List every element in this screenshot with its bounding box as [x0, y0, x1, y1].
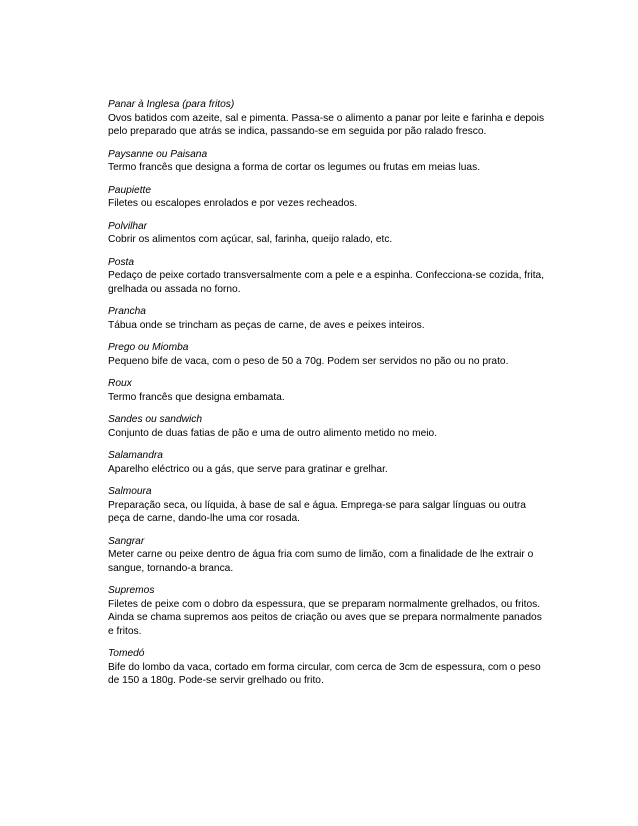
glossary-entry [108, 305, 548, 332]
glossary-term: Paupiette [108, 184, 152, 196]
glossary-definition: Meter carne ou peixe dentro de água fria com sumo de limão, com a finalidade de lhe extrair o sangue, tornando-a branca. [108, 549, 534, 574]
glossary-definition: Termo francês que designa a forma de cortar os legumes ou frutas em meias luas. [108, 162, 481, 173]
glossary-entry [108, 413, 548, 440]
glossary-entry [108, 341, 548, 368]
glossary-term: Tomedó [108, 648, 145, 659]
glossary-term: Posta [108, 256, 135, 268]
glossary-term: Polvilhar [108, 220, 148, 232]
glossary-term: Paysanne ou Paisana [108, 148, 208, 160]
glossary-definition: Bife do lombo da vaca, cortado em forma circular, com cerca de 3cm de espessura, com o peso de 150 a 180g. Pode-se servir grelhado ou frito. [108, 661, 541, 686]
glossary-term: Roux [108, 378, 132, 389]
glossary-term: Salamandra [108, 450, 163, 461]
glossary-term: Prancha [108, 306, 146, 317]
glossary-entry [108, 535, 548, 576]
glossary-term: Sandes ou sandwich [108, 414, 203, 425]
glossary-entry [108, 98, 548, 139]
glossary-definition: Filetes ou escalopes enrolados e por vezes recheados. [108, 198, 358, 209]
glossary-definition: Conjunto de duas fatias de pão e uma de outro alimento metido no meio. [108, 427, 438, 439]
glossary-definition: Ovos batidos com azeite, sal e pimenta. Passa-se o alimento a panar por leite e farinha e depois pelo preparado que atrás se indica, passando-se em seguida por pão ralado fresco. [108, 112, 545, 137]
glossary-term: Supremos [108, 585, 155, 596]
glossary-entry [108, 184, 548, 211]
glossary-term: Sangrar [108, 535, 145, 547]
glossary-term: Salmoura [108, 486, 152, 497]
glossary-entry [108, 647, 548, 688]
glossary-definition: Tábua onde se trincham as peças de carne, de aves e peixes inteiros. [108, 319, 425, 331]
glossary-entry [108, 485, 548, 526]
glossary-entry [108, 377, 548, 404]
glossary-definition: Cobrir os alimentos com açúcar, sal, farinha, queijo ralado, etc. [108, 234, 393, 245]
glossary-list [108, 98, 548, 697]
glossary-term: Prego ou Miomba [108, 342, 189, 353]
glossary-entry [108, 220, 548, 247]
glossary-definition: Pedaço de peixe cortado transversalmente com a pele e a espinha. Confecciona-se cozida, frita, grelhada ou assada no forno. [108, 270, 545, 295]
glossary-entry [108, 148, 548, 175]
glossary-term: Panar à Inglesa (para fritos) [108, 99, 235, 110]
glossary-entry [108, 449, 548, 476]
glossary-definition: Aparelho eléctrico ou a gás, que serve para gratinar e grelhar. [108, 463, 388, 475]
glossary-definition: Pequeno bife de vaca, com o peso de 50 a 70g. Podem ser servidos no pão ou no prato. [108, 355, 509, 367]
glossary-entry [108, 256, 548, 297]
glossary-definition: Termo francês que designa embamata. [108, 391, 285, 403]
glossary-entry [108, 584, 548, 638]
glossary-definition: Preparação seca, ou líquida, à base de sal e água. Emprega-se para salgar línguas ou outra peça de carne, dando-lhe uma cor rosada. [108, 499, 526, 524]
glossary-definition: Filetes de peixe com o dobro da espessura, que se preparam normalmente grelhados, ou fritos. Ainda se chama supremos aos peitos de criação ou aves que se prepara normalmente panados e fritos. [108, 598, 542, 637]
